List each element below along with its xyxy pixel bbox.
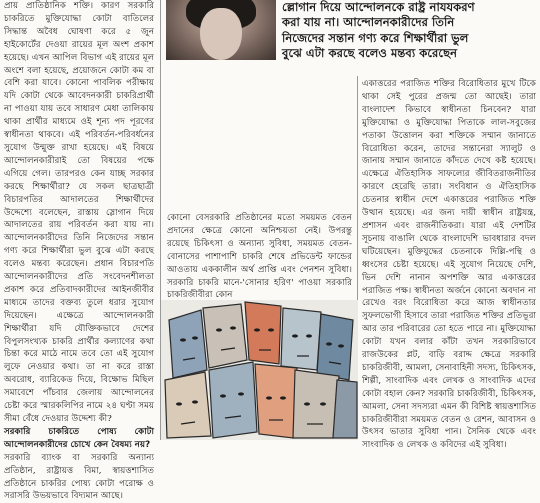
col3-paragraph-1: একাত্তরের পরাজিত শক্তির বিরোধিতার মুখে টিকে থাকা সেই পুরের প্রজন্ম তো আছেই। তারা বাংলাদেশ কিভাবে স্বাধীনতা চিনবেন? যারা মুক্তিযোদ্ধা ও মুক্তিযোদ্ধা পিতাকে লাল-সবুজের পতাকা উত্তোলন করা শক্তিকে সম্মান জানাতে বিরোধিতা করেন, তাদের সন্তানেরা স্যালুট ও জানায় সম্মান জানাতে কাঁদতে দেখে কষ্ট হয়েছে। এক্ষেত্রে ঐতিহাসিক সাফল্যের জীবিতরাজনীতির কারণে হেরেছি তারা। সংবিধান ও ঐতিহাসিক চেতনার স্বাধীন দেশে একাত্তরের পরাজিত শক্তি উত্থান হয়েছে। এর জন্য দায়ী স্বাধীন রাষ্ট্রযন্ত্র, প্রশাসন এবং রাজনীতিকরা। যারা এই দেশটির সূচনায় বাঙালি থেকে বাংলাদেশি ভাবধারার বদল ঘটিয়েছেন। মুক্তিযুদ্ধের চেতনাকে দিল্লি-পন্থি ও ধ্বংসের চেষ্টা হয়েছে। এই সুযোগ নিয়েছে দেশি, ভিন দেশি নানান অপশক্তি আর একাত্তরের পরাজিত পক্ষ। স্বাধীনতা অর্জনে কোনো অবদান না রেখেও বরং বিরোধিতা করে আজ স্বাধীনতার সুফলভোগী হিসাবে তারা পরাজিত শক্তির প্রতিভূরা আর তার পরিবারের তো হতে পারে না। মুক্তিযোদ্ধা কোটা যখন বলার কাঁটা তখন সরকারিভাবে রাজউকের প্লট, বাড়ি বরাদ্দ ক্ষেত্রে সরকারি চাকরিজীবী, আমলা, সেনাবাহিনী সদস্য, চিকিৎসক, শিল্পী, সাংবাদিক এবং লেখক ও সাংবাদিক এদের কোটা বহাল কেন? সরকারি চাকরিজীবী, চিকিৎসক, আমলা, সেনা সদস্যরা এমন কী বিশিষ্ট স্বায়ত্তশাসিত চাকরিজীবীরা সময়মত বেতন ও রেশন, আবাসন ও উৎসব ভাতার সুবিধা পান। সৈনিক থেকে এবং সাংবাদিক ও লেখক ও কবিদের এই সুবিধা।	[362, 79, 536, 451]
top-right-text	[282, 0, 536, 72]
top-right-line-2: করা যায় না। আন্দোলনকারীদের তিনি	[282, 15, 455, 30]
article-column-3	[362, 78, 536, 451]
faces-illustration-svg	[161, 300, 358, 440]
faces-illustration	[161, 300, 358, 440]
col1-paragraph-1: প্রায় প্রাতিষ্ঠানিক শক্তি। কারণ সরকারি চাকরিতে মুক্তিযোদ্ধা কোটা বাতিলের সিদ্ধান্ত অবৈধ ঘোষণা করে ৫ জুন হাইকোর্টের দেওয়া রায়ের মূল অংশ প্রকাশ হয়েছে। এখন আপিল বিভাগ এই রায়ের মূল অংশে বলা হয়েছে, প্রয়োজনে কোটা কম বা বেশি করা যাবে। কোনো পাবলিক পরীক্ষায় যদি কোটা থেকে আবেদনকারী চাকরিপ্রার্থী না পাওয়া যায় তবে সাধারণ মেধা তালিকায় থাকা প্রার্থীর মাধ্যমে ওই শূন্য পদ পূরণের স্বাধীনতা থাকবে। এই পরিবর্তন-পরিবর্ধনের সুযোগ উন্মুক্ত রাখা হয়েছে। এই বিষয়ে আন্দোলনকারীরাই তো বিষয়ের পক্ষে এগিয়ে গেল। তারপরও কেন যাচ্ছ সরকার করছে শিক্ষার্থীরা? যে সকল ছাত্রছাত্রী বিচারপতির আদালতের শিক্ষার্থীদের উদ্দেশ্যে বলেছেন, রাস্তায় স্লোগান দিয়ে আদালতের রায় পরিবর্তন করা যায় না। আন্দোলনকারীদের তিনি নিজেদের সন্তান গণ্য করে শিক্ষার্থীরা ভুল বুঝে এটা করছে বলেও মন্তব্য করেছেন। প্রধান বিচারপতি আন্দোলনকারীদের প্রতি সংবেদনশীলতা প্রকাশ করে প্রতিবাদকারীদের আইনজীবীর মাধ্যমে তাদের বক্তব্য তুলে ধরার সুযোগ দিয়েছেন। এক্ষেত্রে আন্দোলনকারী শিক্ষার্থীরা যদি যৌক্তিকভাবে দেশের বিপুলসংখ্যক চাকরি প্রার্থীর কল্যাণের কথা চিন্তা করে মাঠে নামে তবে তো এই সুযোগ লুফে নেওয়ার কথা। তা না করে রাস্তা অবরোধ, ব্যারিকেড দিয়ে, বিক্ষোভ মিছিল সমাবেশে পাঁচবার জেলায় আন্দোলনের চেষ্টা করে স্মারকলিপির নামে ২৪ ঘণ্টা সময় সীমা বেঁধে দেওয়ার উদ্দেশ্য কী?	[4, 1, 154, 424]
top-right-line-3: নিজেদের সন্তান গণ্য করে শিক্ষার্থীরা ভুল	[282, 30, 469, 45]
photo-face	[200, 8, 242, 60]
col2-paragraph-1: কোনো বেসরকারি প্রতিষ্ঠানের মতো সময়মত বেতন প্রদানের ক্ষেত্রে কোনো অনিশ্চয়তা নেই। উপরন্তু রয়েছে চিকিৎসা ও অন্যান্য সুবিধা, সময়মত বেতন-বোনাসের পাশাপাশি চাকরি শেষে প্রভিডেন্ট ফান্ডের আওতায় এককালীন অর্থ প্রাপ্তি এবং পেনশন সুবিধা। সরকারি চাকরি মানে-'সোনার হরিণ' পাওয়া সরকারি চাকরিজীবীরা কোন	[167, 213, 352, 301]
top-right-line-1: ল্লোগান দিয়ে আন্দোলনকে রাষ্ট্র নাযযকরণ	[282, 0, 475, 14]
article-column-1	[4, 0, 154, 502]
col1-paragraph-2: সরকারি ব্যাংক বা সরকারি অন্যান্য প্রতিষ্ঠান, রাষ্ট্রায়ত্ত বিমা, স্বায়ত্তশাসিত প্রতিষ্ঠানে চাকরির পোষ্য কোটা পরোক্ষ ও সরাসরি উভয়ভাবে বিদ্যমান আছে।	[4, 452, 154, 502]
top-right-line-4: বুঝে এটা করছে বলেও মন্তব্য করেছেন	[282, 46, 458, 61]
author-photo	[166, 0, 276, 60]
col1-subheading: সরকারি চাকরিতে পোষ্য কোটা আন্দোলনকারীদের চোখে কেন বৈষম্য নয়?	[4, 426, 154, 450]
